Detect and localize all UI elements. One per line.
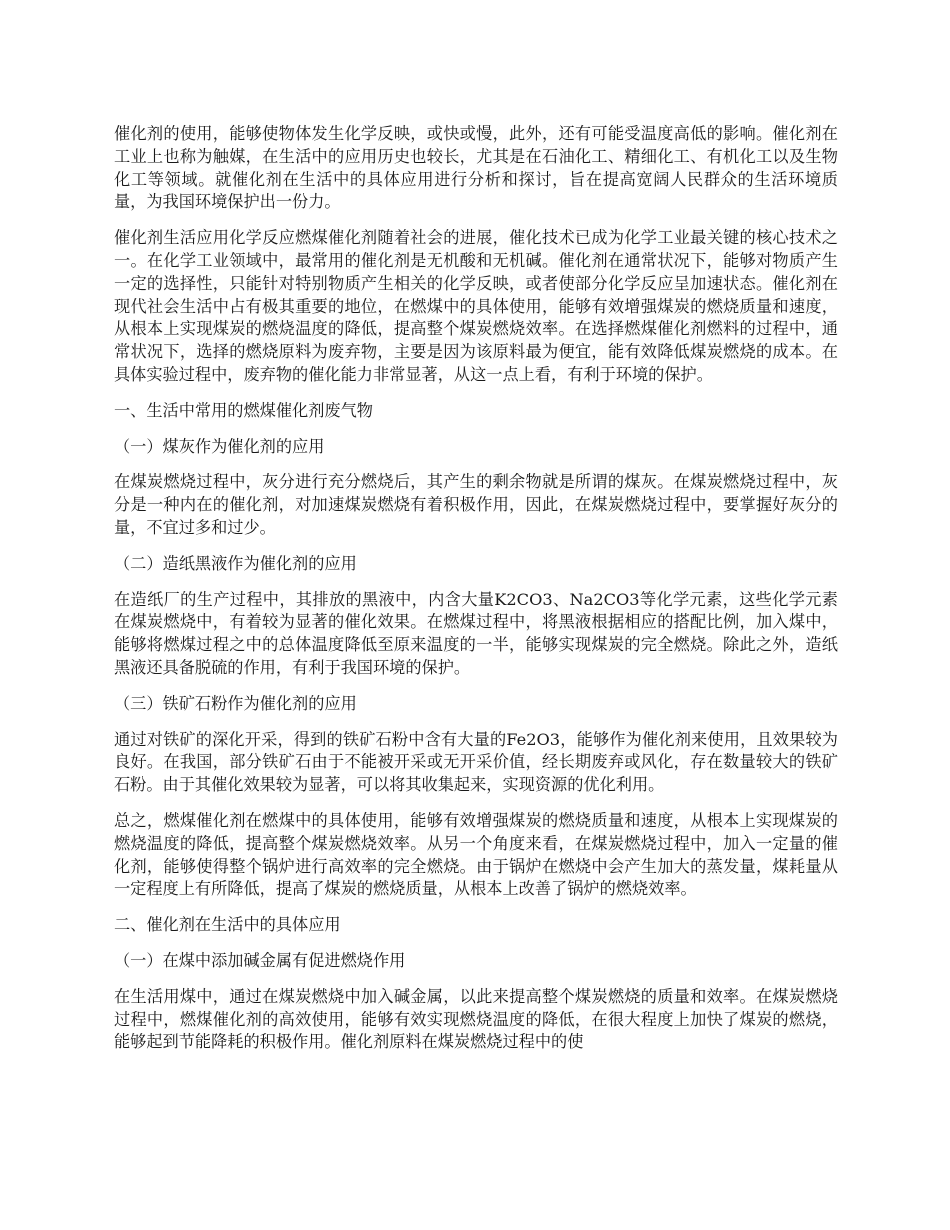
document-body xyxy=(114,123,838,1067)
paragraph-coal-ash: 在煤炭燃烧过程中，灰分进行充分燃烧后，其产生的剩余物就是所谓的煤灰。在煤炭燃烧过程中，灰分是一种内在的催化剂，对加速煤炭燃烧有着积极作用，因此，在煤炭燃烧过程中，要掌握好灰分的量，不宜过多和过少。 xyxy=(114,472,838,537)
section-heading-2: 二、催化剂在生活中的具体应用 xyxy=(114,915,341,935)
subsection-heading-1-3: （三）铁矿石粉作为催化剂的应用 xyxy=(114,693,357,713)
subsection-heading-1-2: （二）造纸黑液作为催化剂的应用 xyxy=(114,553,357,573)
paragraph-black-liquor: 在造纸厂的生产过程中，其排放的黑液中，内含大量K2CO3、Na2CO3等化学元素，这些化学元素在煤炭燃烧中，有着较为显著的催化效果。在燃煤过程中，将黑液根据相应的搭配比例，加入煤中，能够将燃煤过程之中的总体温度降低至原来温度的一半，能够实现煤炭的完全燃烧。除此之外，造纸黑液还具备脱硫的作用，有利于我国环境的保护。 xyxy=(114,589,838,677)
subsection-heading-2-1: （一）在煤中添加碱金属有促进燃烧作用 xyxy=(114,950,406,970)
paragraph-intro: 催化剂的使用，能够使物体发生化学反映，或快或慢，此外，还有可能受温度高低的影响。催化剂在工业上也称为触媒，在生活中的应用历史也较长，尤其是在石油化工、精细化工、有机化工以及生物化工等领域。就催化剂在生活中的具体应用进行分析和探讨，旨在提高宽阔人民群众的生活环境质量，为我国环境保护出一份力。 xyxy=(114,124,838,212)
subsection-heading-1-1: （一）煤灰作为催化剂的应用 xyxy=(114,436,325,456)
paragraph-summary: 总之，燃煤催化剂在燃煤中的具体使用，能够有效增强煤炭的燃烧质量和速度，从根本上实现煤炭的燃烧温度的降低，提高整个煤炭燃烧效率。从另一个角度来看，在煤炭燃烧过程中，加入一定量的催化剂，能够使得整个锅炉进行高效率的完全燃烧。由于锅炉在燃烧中会产生加大的蒸发量，煤耗量从一定程度上有所降低，提高了煤炭的燃烧质量，从根本上改善了锅炉的燃烧效率。 xyxy=(114,810,838,899)
paragraph-catalyst-overview: 催化剂生活应用化学反应燃煤催化剂随着社会的进展，催化技术已成为化学工业最关键的核心技术之一。在化学工业领域中，最常用的催化剂是无机酸和无机碱。催化剂在通常状况下，能够对物质产生一定的选择性，只能针对特别物质产生相关的化学反映，或者使部分化学反应呈加速状态。催化剂在现代社会生活中占有极其重要的地位，在燃煤中的具体使用，能够有效增强煤炭的燃烧质量和速度，从根本上实现煤炭的燃烧温度的降低，提高整个煤炭燃烧效率。在选择燃煤催化剂燃料的过程中，通常状况下，选择的燃烧原料为废弃物，主要是因为该原料最为便宜，能有效降低煤炭燃烧的成本。在具体实验过程中，废弃物的催化能力非常显著，从这一点上看，有利于环境的保护。 xyxy=(114,228,838,384)
paragraph-iron-ore-powder: 通过对铁矿的深化开采，得到的铁矿石粉中含有大量的Fe2O3，能够作为催化剂来使用，且效果较为良好。在我国，部分铁矿石由于不能被开采或无开采价值，经长期废弃或风化，存在数量较大的铁矿石粉。由于其催化效果较为显著，可以将其收集起来，实现资源的优化利用。 xyxy=(114,729,838,795)
paragraph-alkali-metal: 在生活用煤中，通过在煤炭燃烧中加入碱金属，以此来提高整个煤炭燃烧的质量和效率。在煤炭燃烧过程中，燃煤催化剂的高效使用，能够有效实现燃烧温度的降低，在很大程度上加快了煤炭的燃烧，能够起到节能降耗的积极作用。催化剂原料在煤炭燃烧过程中的使 xyxy=(114,986,838,1052)
section-heading-1: 一、生活中常用的燃煤催化剂废气物 xyxy=(114,400,373,420)
